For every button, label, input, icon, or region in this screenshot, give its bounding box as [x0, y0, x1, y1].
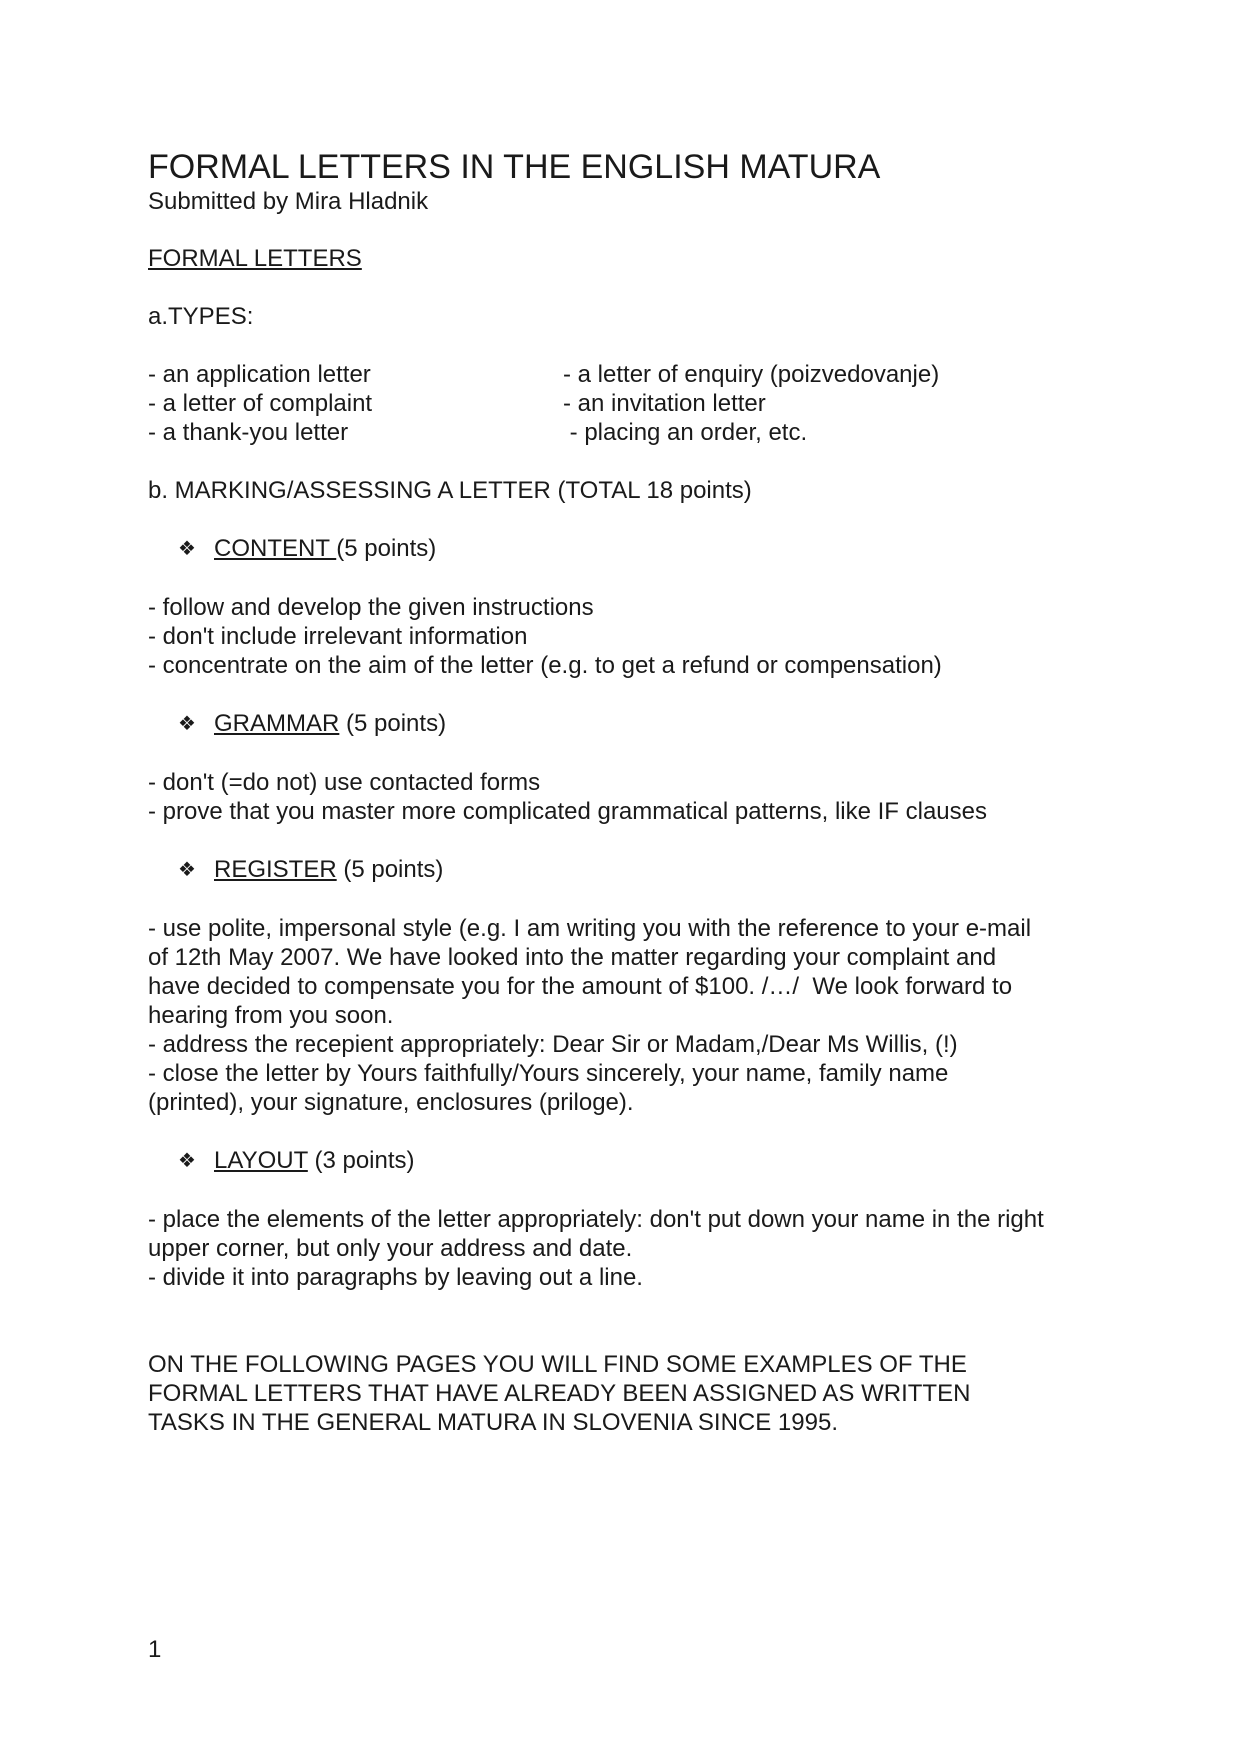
criterion-grammar-heading [148, 709, 1108, 739]
criterion-label: LAYOUT [214, 1147, 308, 1174]
note-line: - place the elements of the letter appropriately: don't put down your name in the right [148, 1206, 1044, 1233]
note-line: - address the recepient appropriately: Dear Sir or Madam,/Dear Ms Willis, (!) [148, 1031, 958, 1058]
closing-line: TASKS IN THE GENERAL MATURA IN SLOVENIA SINCE 1995. [148, 1409, 838, 1436]
type-item: - a thank-you letter [148, 419, 349, 446]
criterion-label: REGISTER [214, 856, 337, 883]
closing-note [148, 1350, 1108, 1437]
criterion-content-heading [148, 534, 1108, 564]
note-line: - don't (=do not) use contacted forms [148, 769, 541, 796]
criterion-layout-notes [148, 1205, 1108, 1292]
diamond-bullet-icon: ❖ [178, 713, 196, 735]
diamond-bullet-icon: ❖ [178, 859, 196, 881]
type-item: - an invitation letter [563, 390, 766, 417]
type-item: - placing an order, etc. [563, 419, 808, 446]
types-list [148, 360, 1108, 447]
note-line: - don't include irrelevant information [148, 623, 528, 650]
marking-heading: b. MARKING/ASSESSING A LETTER (TOTAL 18 points) [148, 477, 752, 504]
note-line: upper corner, but only your address and date. [148, 1235, 633, 1262]
note-line: of 12th May 2007. We have looked into the matter regarding your complaint and [148, 944, 997, 971]
criterion-register-notes [148, 914, 1108, 1117]
closing-line: ON THE FOLLOWING PAGES YOU WILL FIND SOME EXAMPLES OF THE [148, 1351, 967, 1378]
criterion-grammar-notes [148, 768, 1108, 826]
type-item: - an application letter [148, 361, 371, 388]
page-number: 1 [148, 1636, 162, 1663]
note-line: (printed), your signature, enclosures (priloge). [148, 1089, 634, 1116]
document-body [148, 147, 1108, 1437]
section-heading-formal-letters: FORMAL LETTERS [148, 245, 362, 272]
document-author: Submitted by Mira Hladnik [148, 188, 429, 215]
diamond-bullet-icon: ❖ [178, 1150, 196, 1172]
note-line: hearing from you soon. [148, 1002, 394, 1029]
note-line: - follow and develop the given instructions [148, 594, 594, 621]
note-line: have decided to compensate you for the amount of $100. /…/ We look forward to [148, 973, 1013, 1000]
criterion-points: (5 points) [339, 710, 447, 737]
criterion-layout-heading [148, 1146, 1108, 1176]
criterion-register-heading [148, 855, 1108, 885]
type-item: - a letter of complaint [148, 390, 373, 417]
criterion-points: (5 points) [336, 535, 437, 562]
note-line: - divide it into paragraphs by leaving out a line. [148, 1264, 643, 1291]
types-heading: a.TYPES: [148, 303, 254, 330]
note-line: - concentrate on the aim of the letter (e.g. to get a refund or compensation) [148, 652, 942, 679]
criterion-points: (3 points) [307, 1147, 415, 1174]
document-title: FORMAL LETTERS IN THE ENGLISH MATURA [148, 148, 881, 186]
closing-line: FORMAL LETTERS THAT HAVE ALREADY BEEN ASSIGNED AS WRITTEN [148, 1380, 971, 1407]
note-line: - use polite, impersonal style (e.g. I am writing you with the reference to your e-mail [148, 915, 1032, 942]
criterion-points: (5 points) [336, 856, 444, 883]
criterion-label: GRAMMAR [214, 710, 340, 737]
note-line: - prove that you master more complicated grammatical patterns, like IF clauses [148, 798, 987, 825]
diamond-bullet-icon: ❖ [178, 538, 196, 560]
criterion-content-notes [148, 593, 1108, 680]
note-line: - close the letter by Yours faithfully/Yours sincerely, your name, family name [148, 1060, 949, 1087]
criterion-label: CONTENT [214, 535, 337, 562]
type-item: - a letter of enquiry (poizvedovanje) [563, 361, 940, 388]
